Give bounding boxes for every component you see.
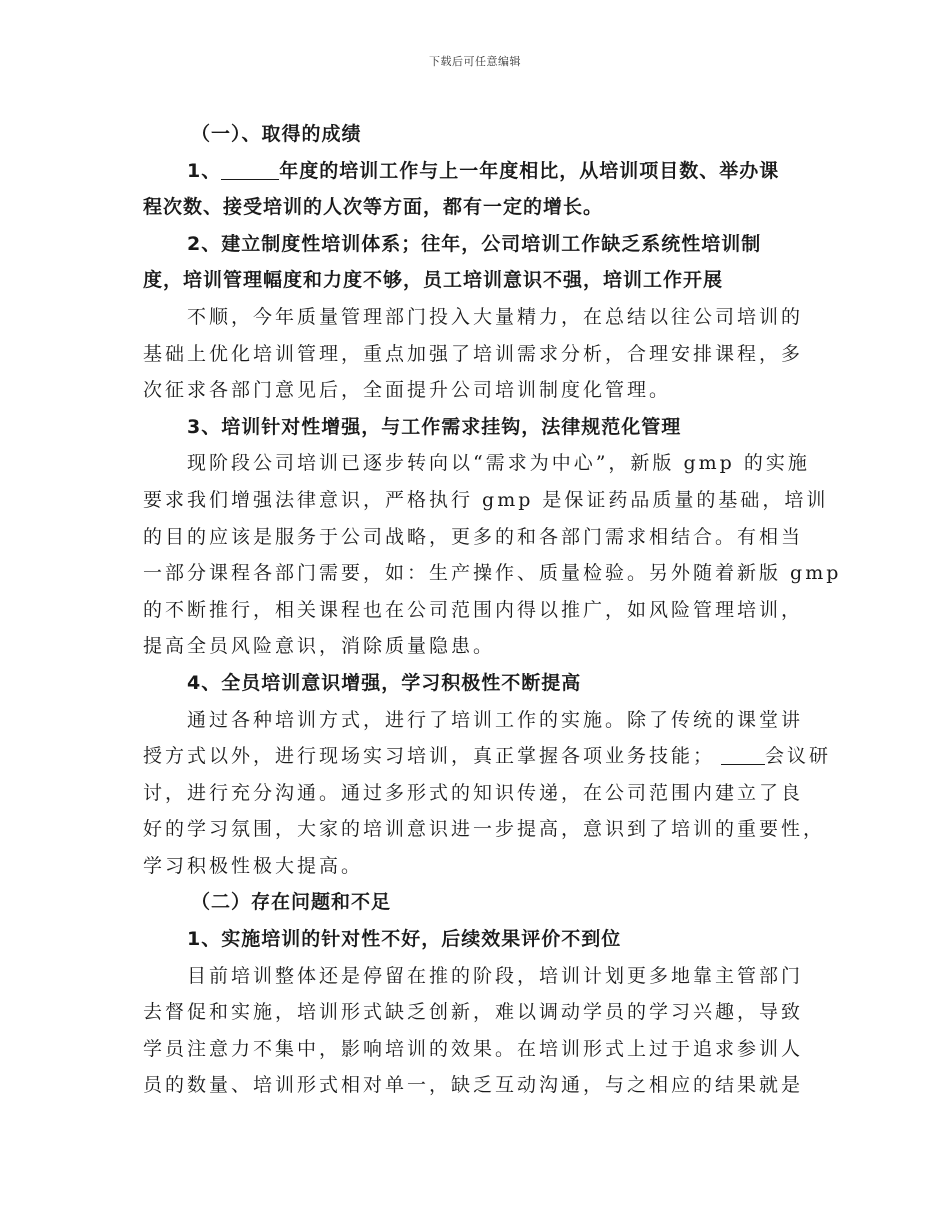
blank-meeting-field xyxy=(721,744,765,765)
problem-1-body-4: 员的数量、培训形式相对单一，缺乏互动沟通，与之相应的结果就是 xyxy=(143,1074,804,1097)
paragraph-4-body-4: 好的学习氛围，大家的培训意识进一步提高，意识到了培训的重要性， xyxy=(143,818,826,841)
paragraph-2-body-1: 不顺，今年质量管理部门投入大量精力，在总结以往公司培训的 xyxy=(187,305,804,328)
paragraph-1-prefix: 1、 xyxy=(187,159,222,182)
section-heading-problems: （二）存在问题和不足 xyxy=(191,891,392,914)
paragraph-2-body-2: 基础上优化培训管理，重点加强了培训需求分析，合理安排课程，多 xyxy=(143,342,804,365)
paragraph-2-line-1: 2、建立制度性培训体系；往年，公司培训工作缺乏系统性培训制 xyxy=(187,232,762,255)
paragraph-4-body-2-end: 会议研 xyxy=(765,745,832,768)
paragraph-3-heading: 3、培训针对性增强，与工作需求挂钩，法律规范化管理 xyxy=(187,415,682,438)
paragraph-2-body-3: 次征求各部门意见后，全面提升公司培训制度化管理。 xyxy=(143,379,672,402)
problem-1-body-3: 学员注意力不集中，影响培训的效果。在培训形式上过于追求参训人 xyxy=(143,1037,804,1060)
paragraph-3-body-3: 的目的应该是服务于公司战略，更多的和各部门需求相结合。有相当 xyxy=(143,525,804,548)
paragraph-1-line-2: 程次数、接受培训的人次等方面，都有一定的增长。 xyxy=(143,196,604,219)
paragraph-1-line-1 xyxy=(143,153,825,190)
problem-1-heading: 1、实施培训的针对性不好，后续效果评价不到位 xyxy=(187,928,622,951)
section-heading-achievements: （一）、取得的成绩 xyxy=(191,123,362,145)
paragraph-3-body-5: 的不断推行，相关课程也在公司范围内得以推广，如风险管理培训， xyxy=(143,598,804,621)
paragraph-1-text: 年度的培训工作与上一年度相比，从培训项目数、举办课 xyxy=(279,159,780,182)
blank-year-field xyxy=(221,159,279,180)
paragraph-2-line-2: 度，培训管理幅度和力度不够，员工培训意识不强，培训工作开展 xyxy=(143,269,724,292)
paragraph-4-body-2-start: 授方式以外，进行现场实习培训，真正掌握各项业务技能； xyxy=(143,745,716,768)
problem-1-body-1: 目前培训整体还是停留在推的阶段，培训计划更多地靠主管部门 xyxy=(187,964,804,987)
paragraph-3-body-6: 提高全员风险意识，消除质量隐患。 xyxy=(143,635,496,658)
paragraph-4-body-5: 学习积极性极大提高。 xyxy=(143,854,364,877)
paragraph-3-body-4: 一部分课程各部门需要，如：生产操作、质量检验。另外随着新版 gmp xyxy=(143,562,842,585)
paragraph-4-body-1: 通过各种培训方式，进行了培训工作的实施。除了传统的课堂讲 xyxy=(187,708,804,731)
paragraph-4-heading: 4、全员培训意识增强，学习积极性不断提高 xyxy=(187,671,582,694)
problem-1-body-2: 去督促和实施，培训形式缺乏创新，难以调动学员的学习兴趣，导致 xyxy=(143,1001,804,1024)
paragraph-4-body-3: 讨，进行充分沟通。通过多形式的知识传递，在公司范围内建立了良 xyxy=(143,781,804,804)
document-body xyxy=(143,116,842,1104)
paragraph-3-body-1: 现阶段公司培训已逐步转向以“需求为中心”，新版 gmp 的实施 xyxy=(187,452,810,475)
page-header: 下载后可任意编辑 xyxy=(429,55,521,68)
paragraph-4-body-2 xyxy=(143,738,832,775)
paragraph-3-body-2: 要求我们增强法律意识，严格执行 gmp 是保证药品质量的基础，培训 xyxy=(143,488,829,511)
